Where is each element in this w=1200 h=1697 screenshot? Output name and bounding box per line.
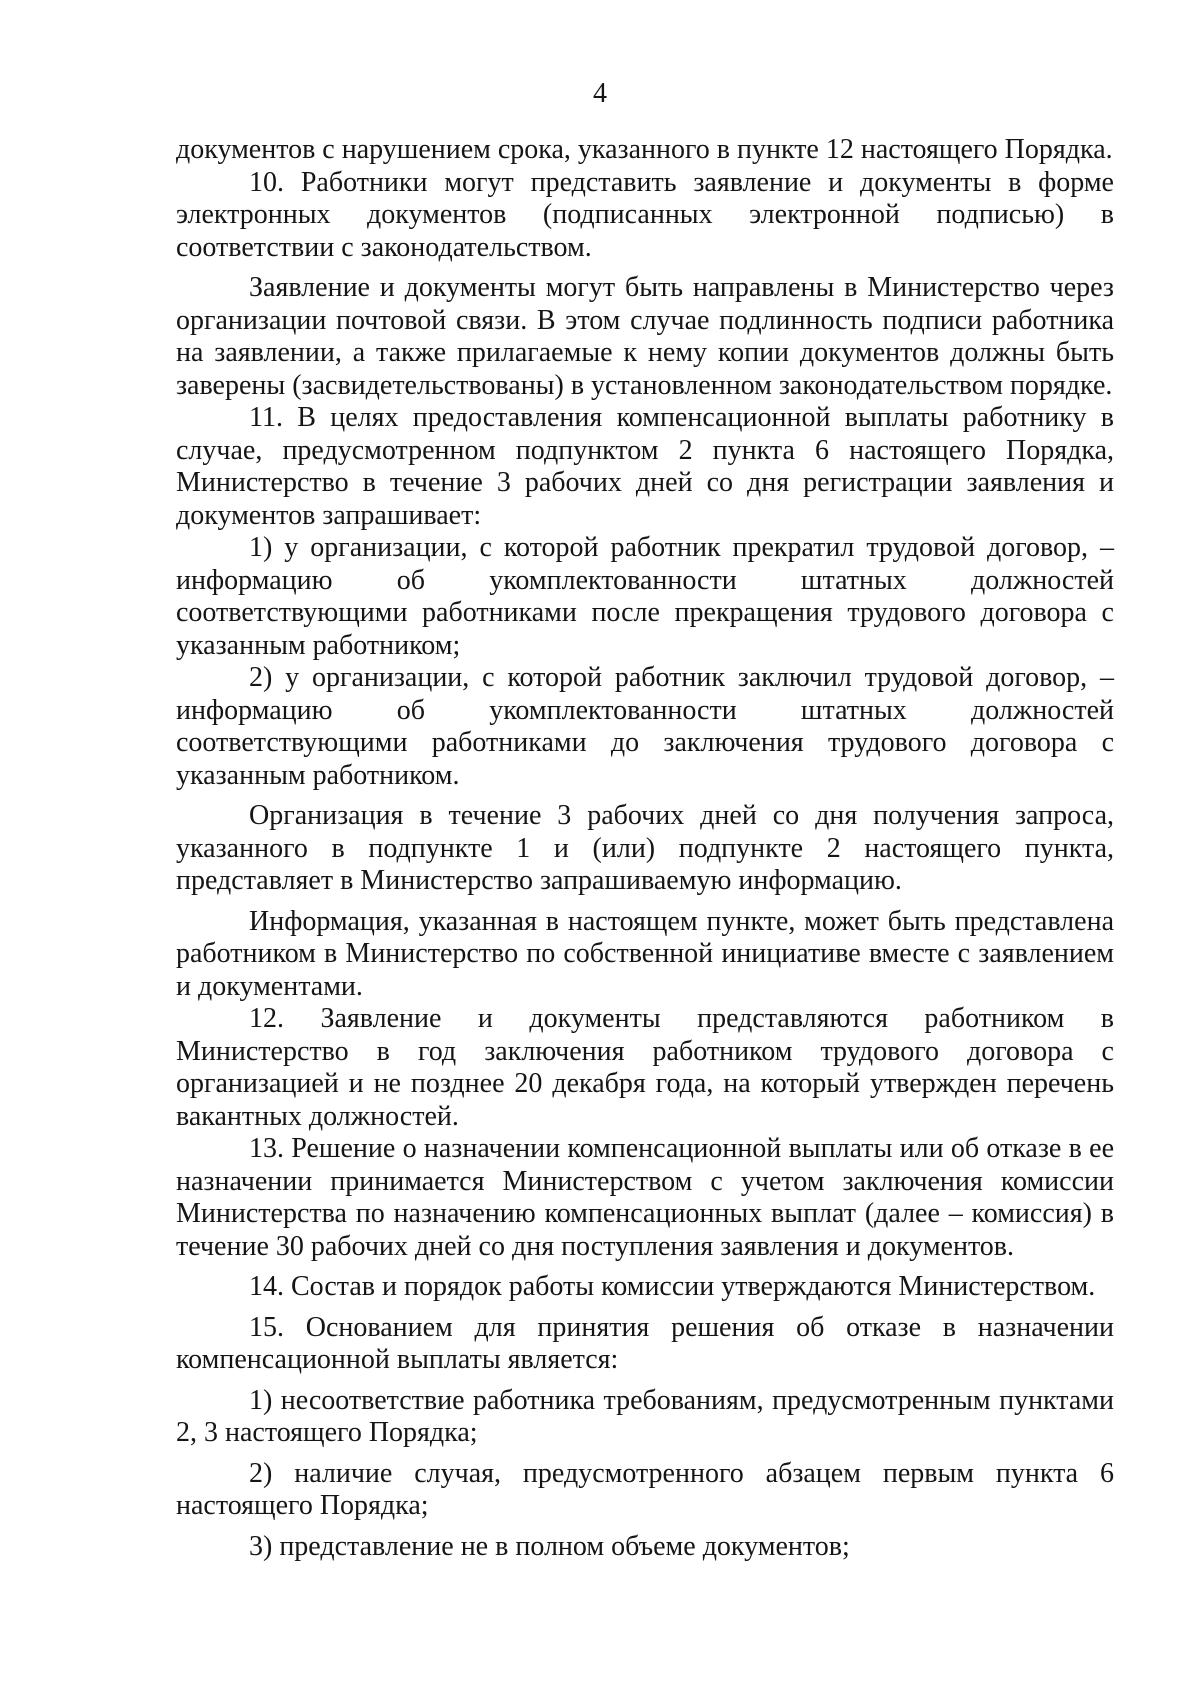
paragraph-item-15: 15. Основанием для принятия решения об отказе в назначении компенсационной выплаты является: [176, 1311, 1114, 1375]
page-number: 4 [593, 78, 607, 109]
paragraph-refusal-reason-3: 3) представление не в полном объеме документов; [249, 1530, 850, 1562]
document-body [176, 134, 1114, 1563]
paragraph-item-12: 12. Заявление и документы представляются работником в Министерство в год заключения работником трудового договора с организацией и не позднее 20 декабря года, на который утвержден перечень вакантных должностей. [176, 1003, 1114, 1132]
paragraph-refusal-reason-2: 2) наличие случая, предусмотренного абзацем первым пункта 6 настоящего Порядка; [176, 1457, 1114, 1521]
paragraph-item-14: 14. Состав и порядок работы комиссии утверждаются Министерством. [249, 1271, 1096, 1302]
paragraph-item-10: 10. Работники могут представить заявление и документы в форме электронных документов (подписанных электронной подписью) в соответствии с законодательством. [176, 166, 1114, 263]
paragraph-organization-response: Организация в течение 3 рабочих дней со дня получения запроса, указанного в подпункте 1 и (или) подпункте 2 настоящего пункта, представляет в Министерство запрашиваемую информацию. [176, 800, 1114, 896]
paragraph-subitem-1: 1) у организации, с которой работник прекратил трудовой договор, – информацию об укомплектованности штатных должностей соответствующими работниками после прекращения трудового договора с указанным работником; [176, 532, 1114, 661]
paragraph-own-initiative: Информация, указанная в настоящем пункте, может быть представлена работником в Министерство по собственной инициативе вместе с заявлением и документами. [176, 905, 1114, 1002]
paragraph-item-13: 13. Решение о назначении компенсационной выплаты или об отказе в ее назначении принимается Министерством с учетом заключения комиссии Министерства по назначению компенсационных выплат (далее – комиссия) в течение 30 рабочих дней со дня поступления заявления и документов. [176, 1133, 1114, 1262]
paragraph-subitem-2: 2) у организации, с которой работник заключил трудовой договор, – информацию об укомплектованности штатных должностей соответствующими работниками до заключения трудового договора с указанным работником. [176, 662, 1114, 791]
paragraph-refusal-reason-1: 1) несоответствие работника требованиям, предусмотренным пунктами 2, 3 настоящего Порядка; [176, 1384, 1114, 1448]
paragraph-continuation: документов с нарушением срока, указанного в пункте 12 настоящего Порядка. [176, 134, 1113, 165]
paragraph-item-11: 11. В целях предоставления компенсационной выплаты работнику в случае, предусмотренном подпунктом 2 пункта 6 настоящего Порядка, Министерство в течение 3 рабочих дней со дня регистрации заявления и документов запрашивает: [176, 402, 1114, 531]
paragraph-postal-submission: Заявление и документы могут быть направлены в Министерство через организации почтовой связи. В этом случае подлинность подписи работника на заявлении, а также прилагаемые к нему копии документов должны быть заверены (засвидетельствованы) в установленном законодательством порядке. [176, 272, 1114, 401]
